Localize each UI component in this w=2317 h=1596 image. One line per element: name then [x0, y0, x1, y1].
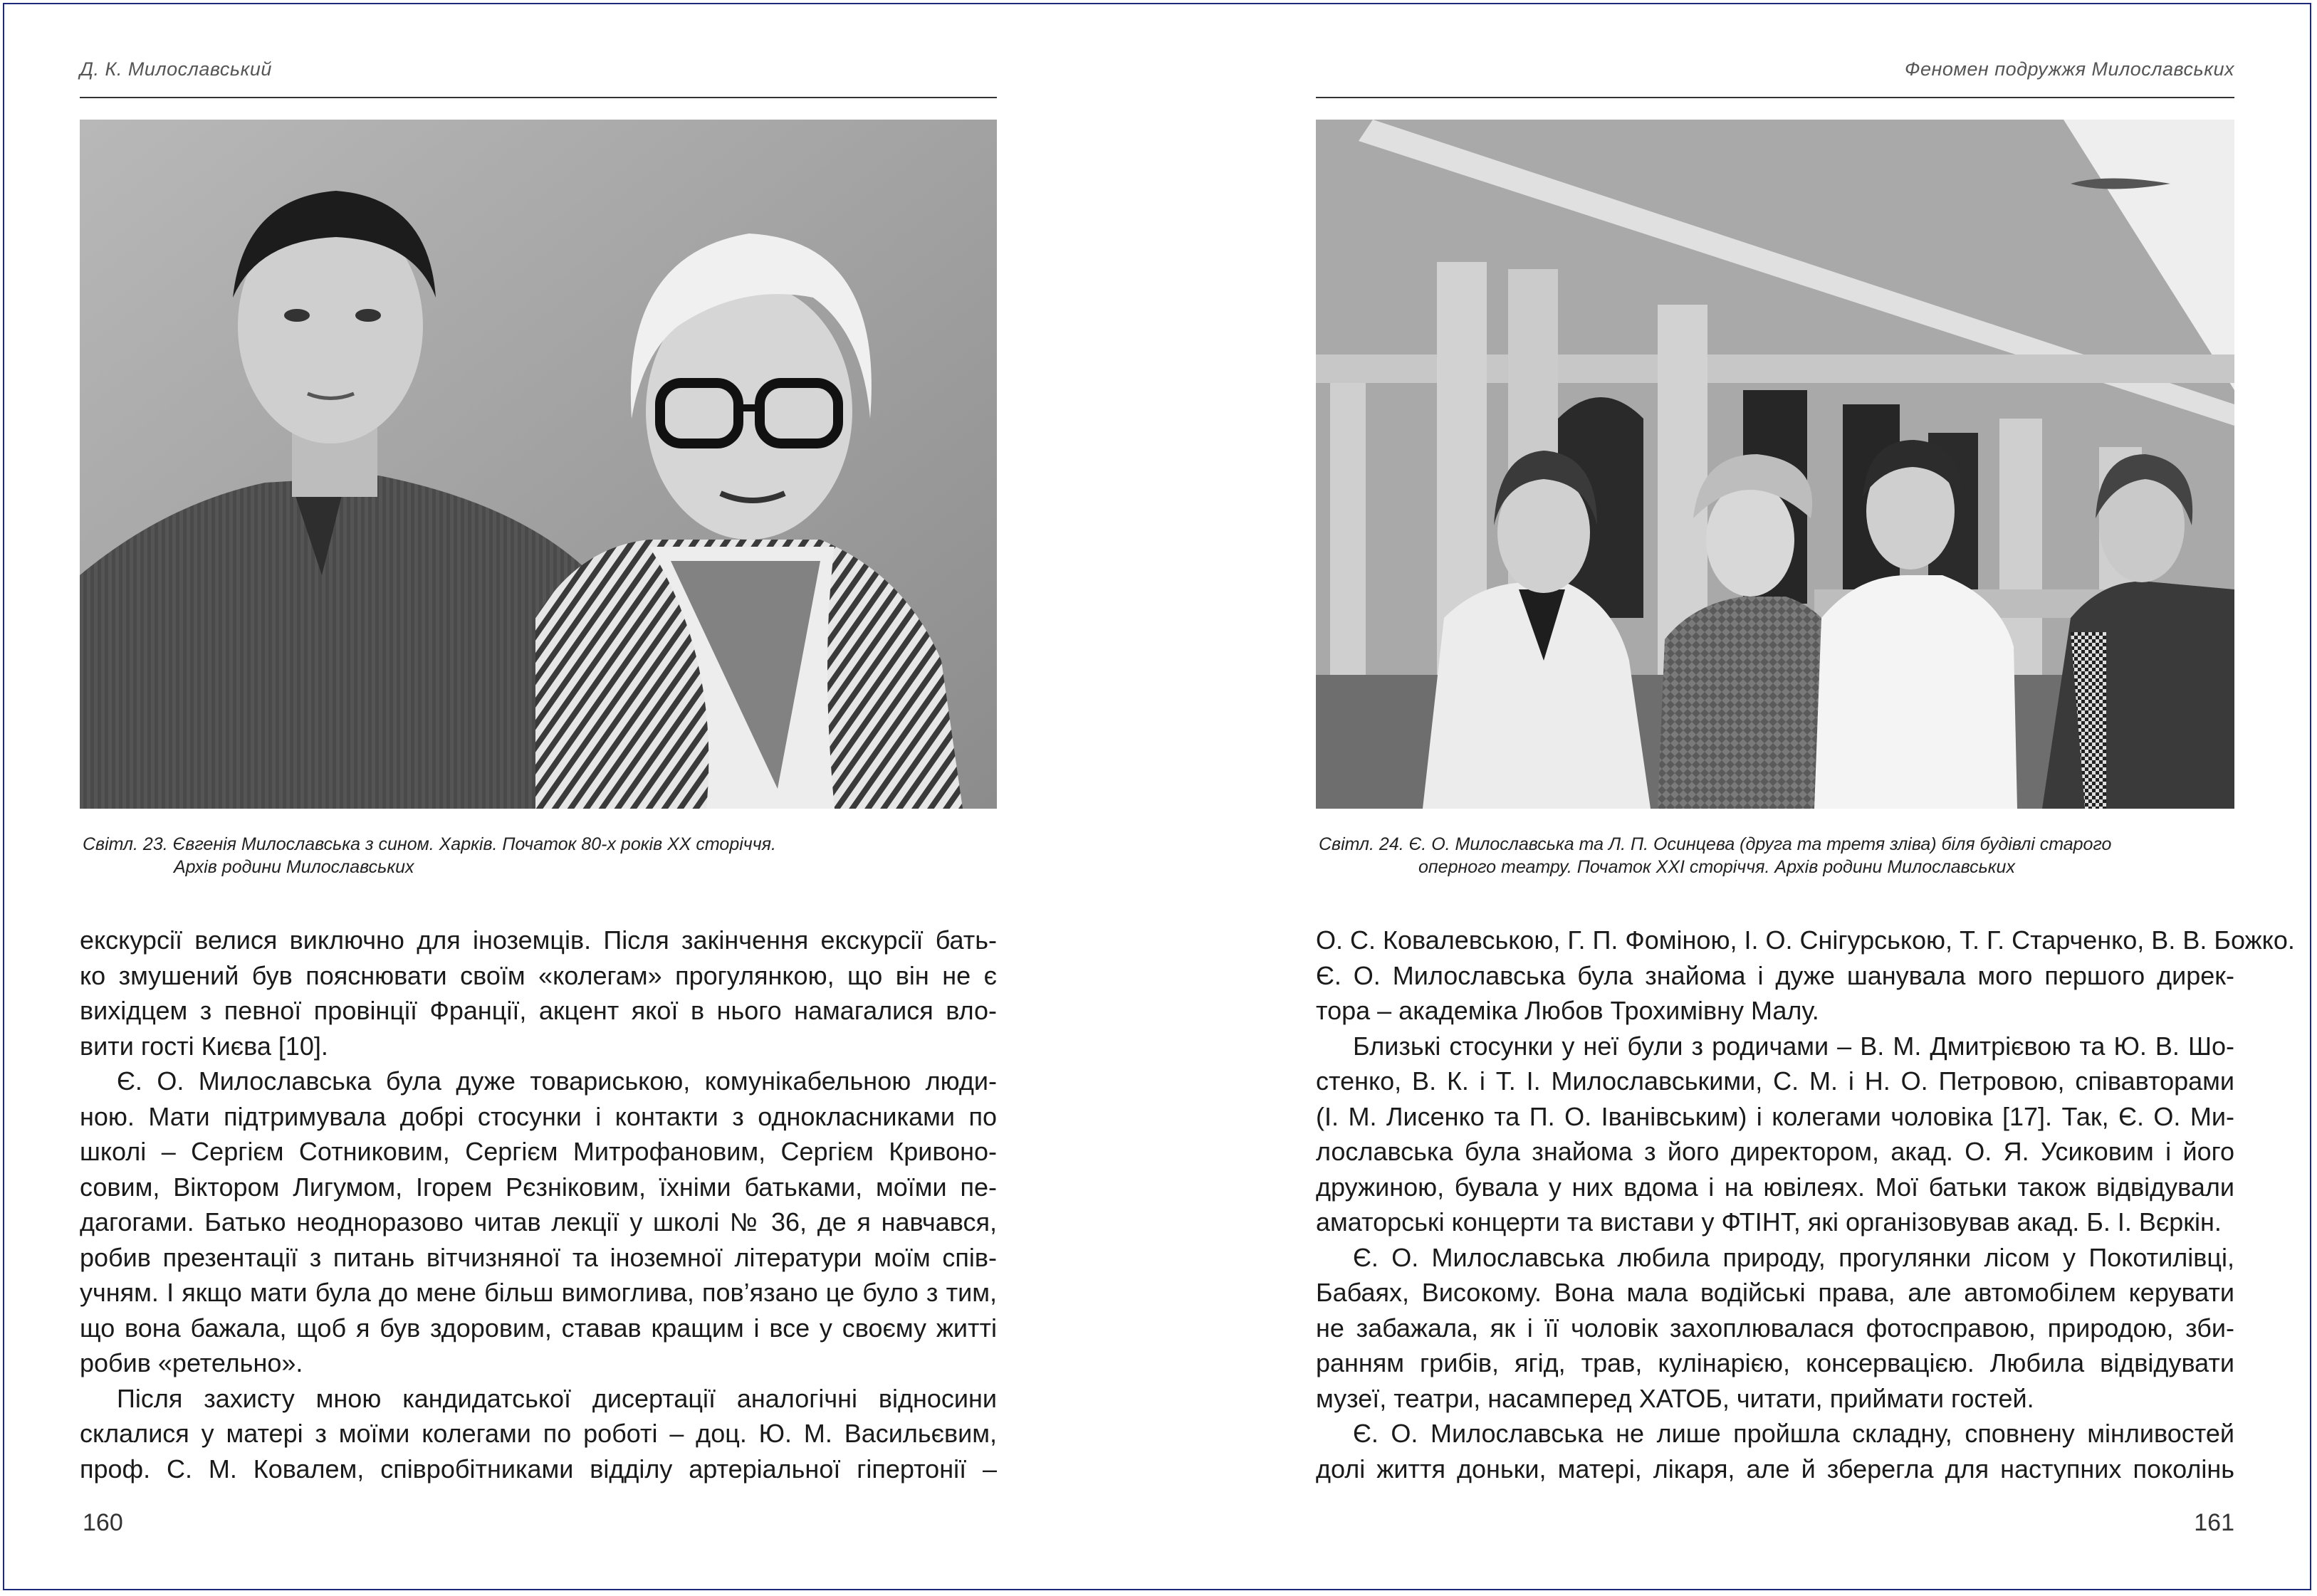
header-rule-right [1316, 97, 2234, 98]
text-line: вити гості Києва [10]. [80, 1031, 328, 1061]
text-line: лославська була знайома з його директором, акад. О. Я. Усиковим і його [1316, 1137, 2234, 1166]
running-head-right: Феномен подружжя Милославських [1905, 58, 2234, 80]
text-line: дружиною, бувала у них вдома і на ювілеях. Мої батьки також відвідували [1316, 1172, 2234, 1202]
text-line: учням. І якщо мати була до мене більш вимоглива, пов’язано це було з тим, [80, 1278, 997, 1307]
text-line: (І. М. Лисенко та П. О. Іванівським) і колегами чоловіка [17]. Так, Є. О. Ми- [1316, 1101, 2234, 1131]
text-line: проф. С. М. Ковалем, співробітниками відділу артеріальної гіпертонії – [80, 1454, 997, 1484]
text-line: Бабаях, Високому. Вона мала водійські права, але автомобілем керувати [1316, 1278, 2234, 1307]
text-line: склалися у матері з моїми колегами по роботі – доц. Ю. М. Васильєвим, [80, 1419, 997, 1448]
photo-women-at-opera-house [1316, 120, 2234, 809]
text-line: не забажала, як і її чоловік захоплювалася фотосправою, природою, зби- [1316, 1313, 2234, 1343]
text-line: екскурсії велися виключно для іноземців. Після закінчення екскурсії бать- [80, 925, 997, 955]
text-line: стенко, В. К. і Т. І. Милославськими, С. М. і Н. О. Петровою, співавторами [1316, 1066, 2234, 1096]
text-line: аматорські концерти та вистави у ФТІНТ, які організовував акад. Б. І. Вєркін. [1316, 1207, 2222, 1237]
photo-mother-and-son [80, 120, 997, 809]
photo-caption-right [1319, 833, 2234, 878]
body-text-right [1316, 923, 2295, 1486]
right-page [1316, 0, 2295, 1596]
page-number-right: 161 [2194, 1509, 2234, 1536]
text-line: музеї, театри, насамперед ХАТОБ, читати, приймати гостей. [1316, 1383, 2034, 1413]
text-line: робив «ретельно». [80, 1348, 303, 1377]
caption-line-1: Світл. 24. Є. О. Милославська та Л. П. Осинцева (друга та третя зліва) біля будівлі старого [1319, 834, 2112, 854]
text-line: совим, Віктором Лигумом, Ігорем Рєзніковим, їхніми батьками, моїми пе- [80, 1172, 997, 1202]
text-line: дагогами. Батько неодноразово читав лекції у школі № 36, де я навчався, [80, 1207, 997, 1237]
text-line: ранням грибів, ягід, трав, кулінарією, консервацією. Любила відвідувати [1316, 1348, 2234, 1377]
running-head-left: Д. К. Милославський [80, 58, 272, 80]
caption-line-1: Світл. 23. Євгенія Милославська з сином. Харків. Початок 80-х років ХХ сторіччя. [83, 834, 776, 854]
text-line: що вона бажала, щоб я був здоровим, ставав кращим і все у своєму житті [80, 1313, 997, 1343]
text-line: ко змушений був пояснювати своїм «колегам» прогулянкою, що він не є [80, 960, 997, 990]
left-page [80, 0, 997, 1596]
text-line: ною. Мати підтримувала добрі стосунки і контакти з однокласниками по [80, 1101, 997, 1131]
text-line: Є. О. Милославська була дуже товариською, комунікабельною люди- [117, 1066, 997, 1096]
text-line: робив презентації з питань вітчизняної та іноземної літератури моїм спів- [80, 1242, 997, 1272]
text-line: вихідцем з певної провінції Франції, акцент якої в нього намагалися вло- [80, 996, 997, 1025]
text-line: школі – Сергієм Сотниковим, Сергієм Митрофановим, Сергієм Кривоно- [80, 1137, 997, 1166]
photo-caption-left [83, 833, 997, 878]
header-rule-left [80, 97, 997, 98]
text-line: Є. О. Милославська любила природу, прогулянки лісом у Покотилівці, [1353, 1242, 2234, 1272]
text-line: долі життя доньки, матері, лікаря, але й зберегла для наступних поколінь [1316, 1454, 2234, 1484]
text-line: Після захисту мною кандидатської дисертації аналогічні відносини [117, 1383, 997, 1413]
caption-line-2: Архів родини Милославських [174, 857, 414, 877]
text-line: О. С. Ковалевською, Г. П. Фоміною, І. О. Снігурською, Т. Г. Старченко, В. В. Божко. [1316, 925, 2295, 955]
page-number-left: 160 [83, 1509, 123, 1536]
text-line: Є. О. Милославська не лише пройшла складну, сповнену мінливостей [1353, 1419, 2234, 1448]
caption-line-2: оперного театру. Початок ХХІ сторіччя. Архів родини Милославських [1418, 857, 2015, 877]
body-text-left [80, 923, 997, 1486]
text-line: Близькі стосунки у неї були з родичами – В. М. Дмитрієвою та Ю. В. Шо- [1353, 1031, 2234, 1061]
text-line: Є. О. Милославська була знайома і дуже шанувала мого першого дирек- [1316, 960, 2234, 990]
text-line: тора – академіка Любов Трохимівну Малу. [1316, 996, 1819, 1025]
